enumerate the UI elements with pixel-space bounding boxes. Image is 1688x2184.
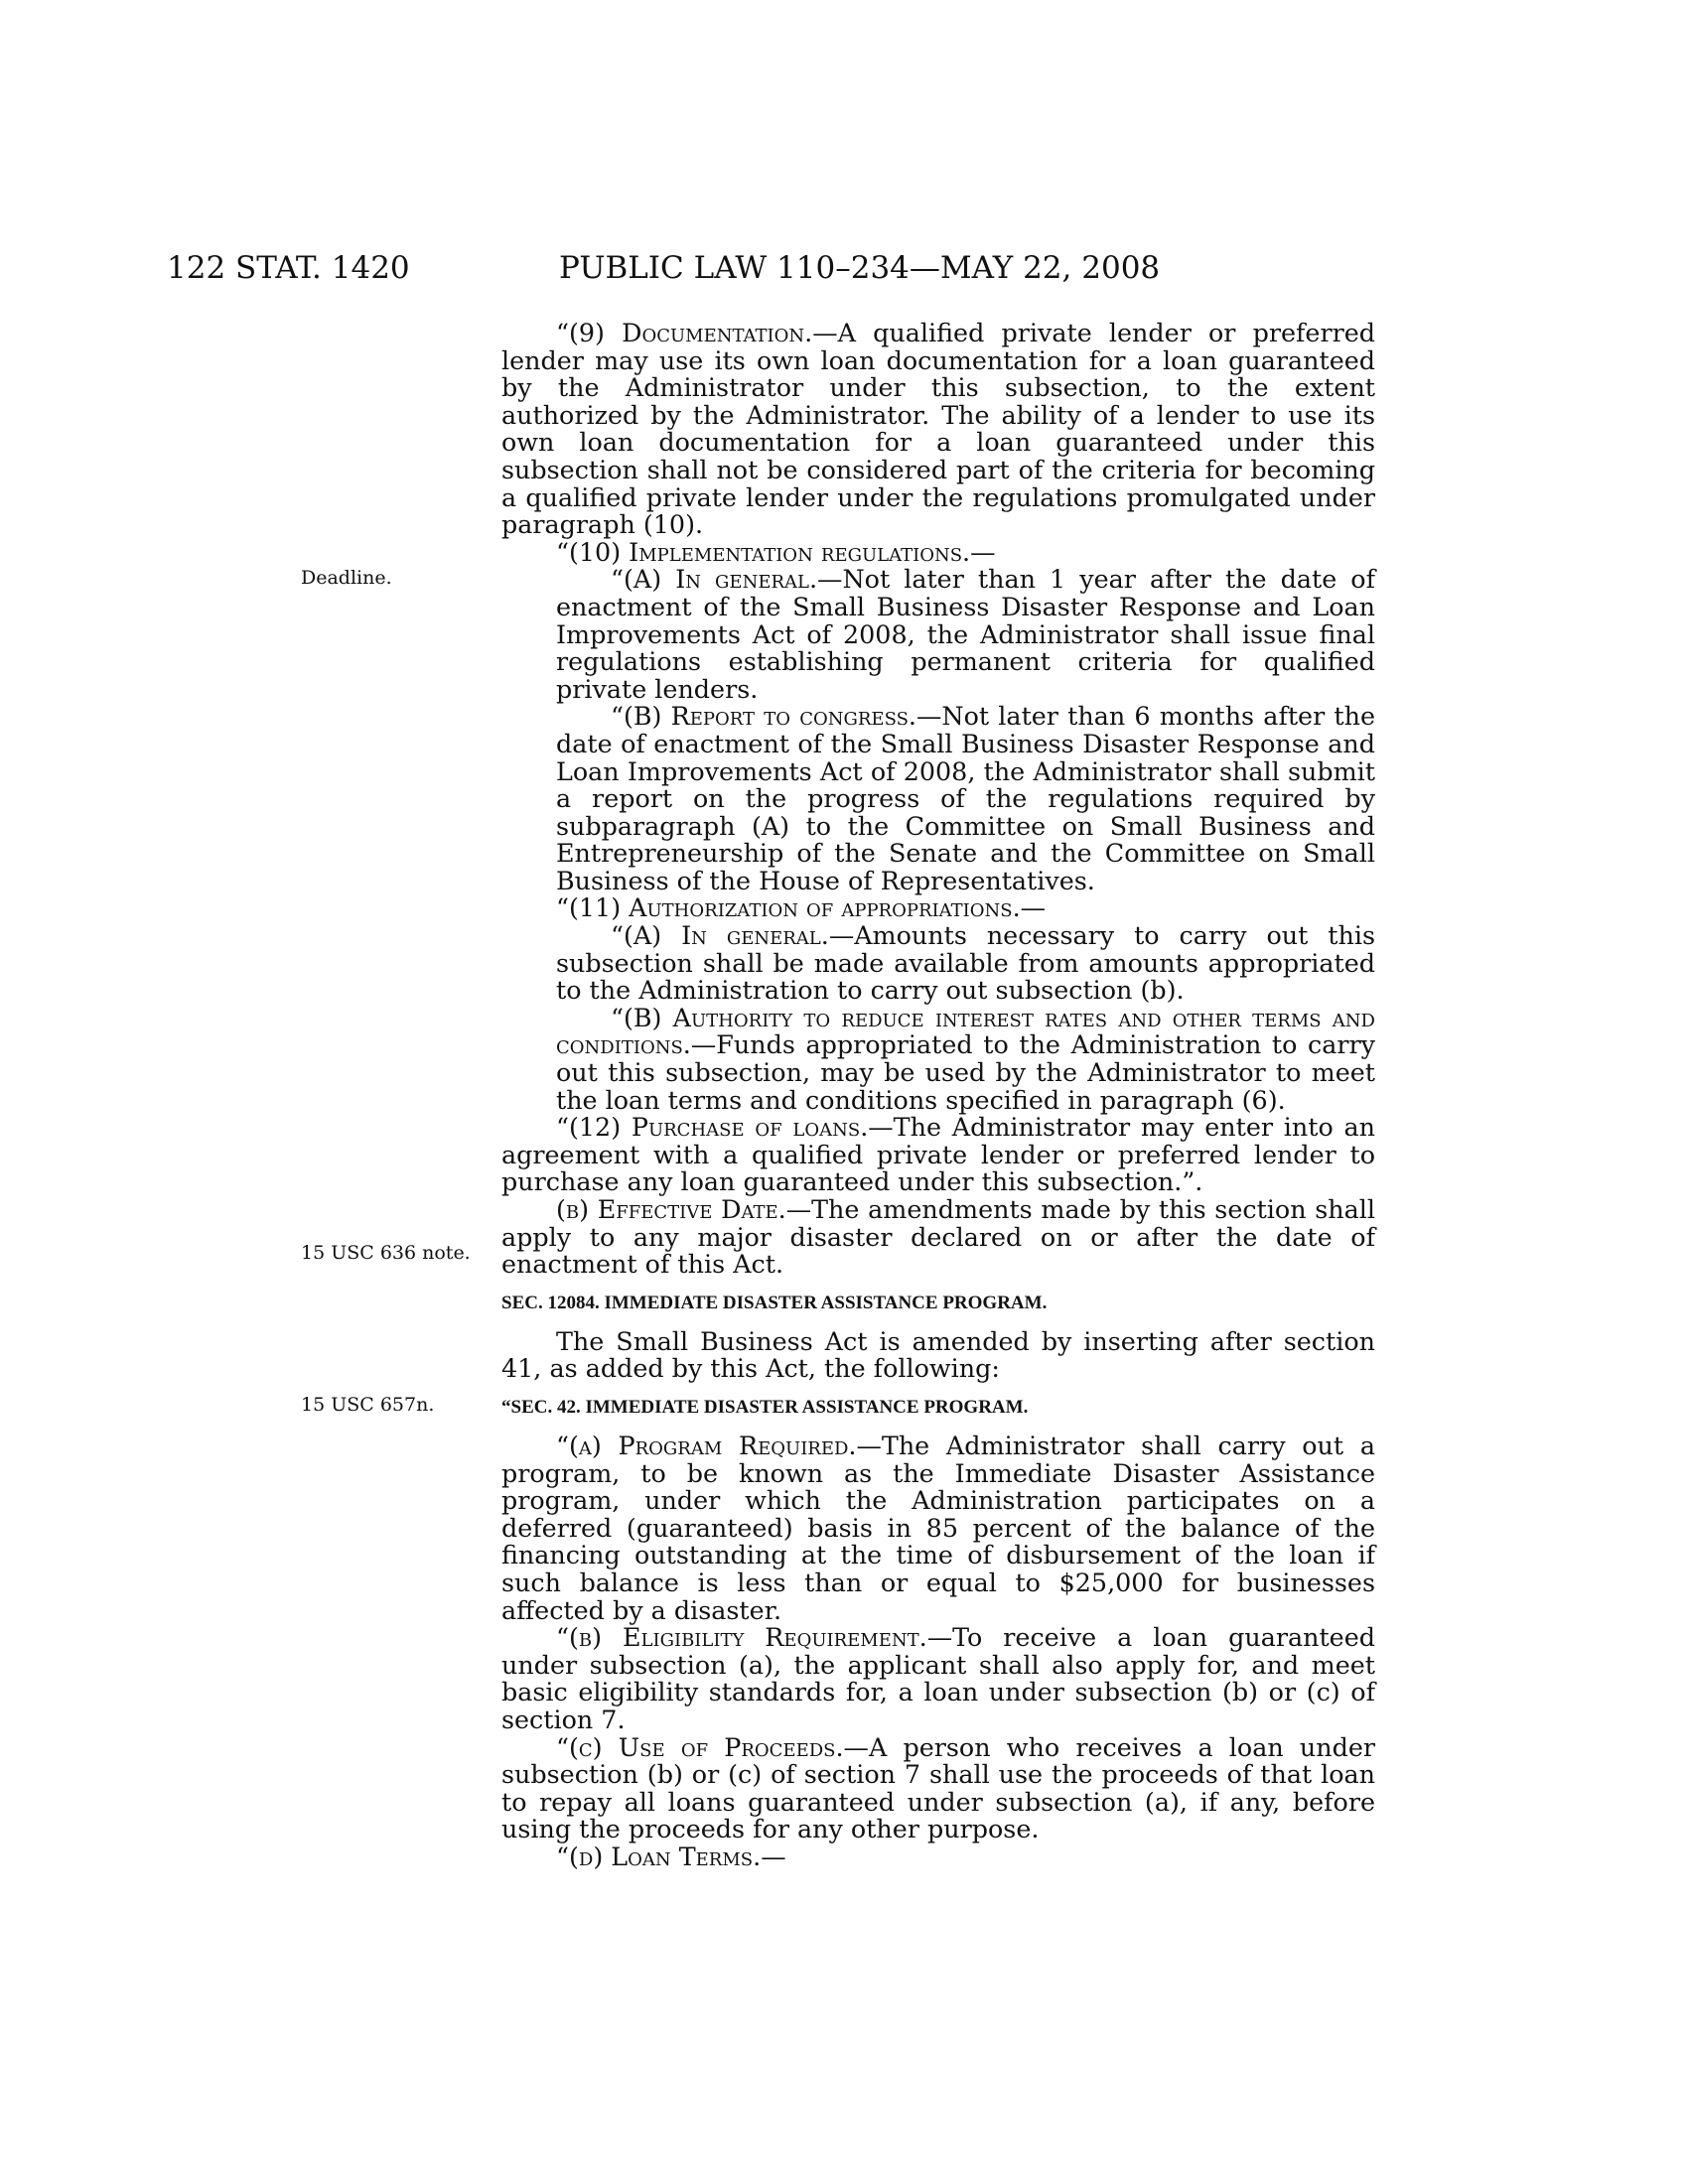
paragraph-11b-heading: “(B) Authority to reduce interest rates and other terms and conditions. <box>556 1002 1375 1060</box>
subsection-b-heading: “(b) Eligibility Requirement. <box>556 1622 927 1653</box>
paragraph-10b-text: —Not later than 6 months after the date of enactment of the Small Business Disaster Response and Loan Improvements Act of 2008, the Administrator shall submit a report on the progress of the regulations required by subparagraph (A) to the Committee on Small Business and Entrepreneurship of the Senate and the Committee on Small Business of the House of Representatives. <box>556 701 1375 895</box>
effective-date-text: —The amendments made by this section shall apply to any major disaster declared on or after the date of enactment of this Act. <box>501 1194 1376 1280</box>
subsection-a-heading: “(a) Program Required. <box>556 1430 857 1460</box>
section-42-heading: “SEC. 42. IMMEDIATE DISASTER ASSISTANCE PROGRAM. <box>501 1396 1029 1418</box>
section-12084-text: The Small Business Act is amended by inserting after section 41, as added by this Act, the following: <box>501 1325 1375 1384</box>
paragraph-9-text: —A qualified private lender or preferred lender may use its own loan documentation for a loan guaranteed by the Administrator under this subsection, to the extent authorized by the Administrator. The ability of a lender to use its own loan documentation for a loan guaranteed under this subsection shall not be considered part of the criteria for becoming a qualified private lender under the regulations promulgated under paragraph (10). <box>501 318 1375 540</box>
subsection-a-text: —The Administrator shall carry out a program, to be known as the Immediate Disaster Assistance program, under which the Administration participates on a deferred (guaranteed) basis in 85 percent of the balance of the financing outstanding at the time of disbursement of the loan if such balance is less than or equal to $25,000 for businesses affected by a disaster. <box>501 1430 1375 1625</box>
margin-note-15-usc-636: 15 USC 636 note. <box>301 1242 471 1264</box>
subsection-c-text: —A person who receives a loan under subsection (b) or (c) of section 7 shall use the proceeds of that loan to repay all loans guaranteed under subsection (a), if any, before using the proceeds for any other purpose. <box>501 1731 1375 1844</box>
subsection-b <box>501 1624 1375 1733</box>
paragraph-11a-heading: “(A) In general. <box>611 920 829 951</box>
paragraph-9-heading: “(9) Documentation. <box>556 318 813 347</box>
subsection-c-heading: “(c) Use of Proceeds. <box>556 1731 844 1762</box>
paragraph-12-text: —The Administrator may enter into an agreement with a qualified private lender or preferred lender to purchase any loan guaranteed under this subsection.”. <box>501 1112 1375 1197</box>
subsection-b-text: —To receive a loan guaranteed under subsection (a), the applicant shall also apply for, and meet basic eligibility standards for, a loan under subsection (b) or (c) of section 7. <box>501 1622 1375 1734</box>
paragraph-10b-heading: “(B) Report to congress. <box>611 701 916 732</box>
main-text <box>501 320 1375 1870</box>
effective-date <box>501 1196 1375 1279</box>
paragraph-10b <box>501 703 1375 894</box>
paragraph-11b-text: —Funds appropriated to the Administration to carry out this subsection, may be used by the Administrator to meet the loan terms and conditions specified in paragraph (6). <box>556 1029 1375 1115</box>
paragraph-11b <box>501 1002 1375 1115</box>
margin-note-15-usc-657n: 15 USC 657n. <box>301 1394 435 1416</box>
effective-date-heading: (b) Effective Date. <box>556 1194 786 1224</box>
paragraph-11a <box>501 922 1375 1005</box>
section-12084-heading: SEC. 12084. IMMEDIATE DISASTER ASSISTANCE PROGRAM. <box>501 1292 1048 1313</box>
law-title: PUBLIC LAW 110–234—MAY 22, 2008 <box>559 250 1161 286</box>
paragraph-11-heading-text: “(11) Authorization of appropriations.— <box>556 892 1047 923</box>
subsection-c <box>501 1731 1375 1844</box>
paragraph-9 <box>501 320 1375 539</box>
paragraph-12 <box>501 1114 1375 1196</box>
paragraph-11-heading <box>501 894 1375 922</box>
subsection-a <box>501 1430 1375 1625</box>
paragraph-10a-heading: “(A) In general. <box>611 564 818 595</box>
paragraph-10a-text: —Not later than 1 year after the date of enactment of the Small Business Disaster Response and Loan Improvements Act of 2008, the Administrator shall issue final regulations establishing permanent criteria for qualified private lenders. <box>556 564 1375 704</box>
paragraph-10-heading-text: “(10) Implementation regulations.— <box>556 536 996 567</box>
margin-note-deadline: Deadline. <box>301 567 392 589</box>
paragraph-11a-text: —Amounts necessary to carry out this subsection shall be made available from amounts appropriated to the Administration to carry out subsection (b). <box>556 920 1375 1006</box>
paragraph-10a <box>501 566 1375 703</box>
subsection-d-heading <box>501 1843 1375 1871</box>
subsection-d-heading-text: “(d) Loan Terms.— <box>556 1841 786 1871</box>
page-number: 122 STAT. 1420 <box>167 250 410 286</box>
paragraph-12-heading: “(12) Purchase of loans. <box>556 1112 869 1143</box>
paragraph-10-heading <box>501 536 1375 567</box>
